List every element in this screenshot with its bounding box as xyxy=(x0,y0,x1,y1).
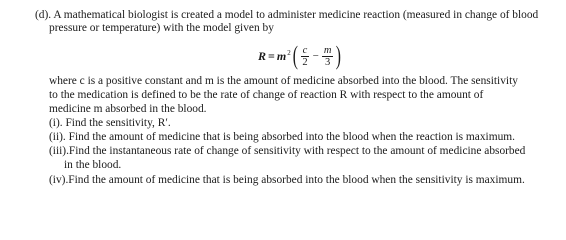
reaction-formula xyxy=(258,41,378,71)
fraction-1-denominator: 2 xyxy=(302,56,308,68)
question-iii-line-1: (iii).Find the instantaneous rate of change of sensitivity with respect to the amount of medicine absorbed xyxy=(49,145,526,157)
fraction-2-numerator: m xyxy=(323,44,332,56)
left-paren: ( xyxy=(292,41,298,70)
question-iii-line-2: in the blood. xyxy=(64,159,122,171)
fraction-1-numerator: c xyxy=(302,44,308,56)
formula-lhs: R xyxy=(258,48,267,63)
definition-line-3: medicine m absorbed in the blood. xyxy=(49,103,207,115)
definition-line-2: to the medication is defined to be the rate of change of reaction R with respect to the amount of xyxy=(49,89,484,101)
problem-intro-line-2: pressure or temperature) with the model given by xyxy=(49,22,274,34)
question-iv: (iv).Find the amount of medicine that is being absorbed into the blood when the sensitivity is maximum. xyxy=(49,174,525,186)
minus-sign: − xyxy=(312,50,319,62)
question-i: (i). Find the sensitivity, R′. xyxy=(49,117,171,129)
right-paren: ) xyxy=(336,41,342,70)
formula-equals: = xyxy=(268,48,275,63)
problem-intro-line-1: (d). A mathematical biologist is created a model to administer medicine reaction (measured in change of blood xyxy=(35,9,539,21)
fraction-2-denominator: 3 xyxy=(325,56,331,68)
fraction-m-over-3 xyxy=(322,45,334,68)
fraction-c-over-2 xyxy=(300,45,309,68)
definition-line-1: where c is a positive constant and m is the amount of medicine absorbed into the blood. The sensitivity xyxy=(49,75,518,87)
formula-base: m xyxy=(276,48,287,63)
question-ii: (ii). Find the amount of medicine that is being absorbed into the blood when the reaction is maximum. xyxy=(49,131,515,143)
formula-exponent: 2 xyxy=(287,49,291,57)
